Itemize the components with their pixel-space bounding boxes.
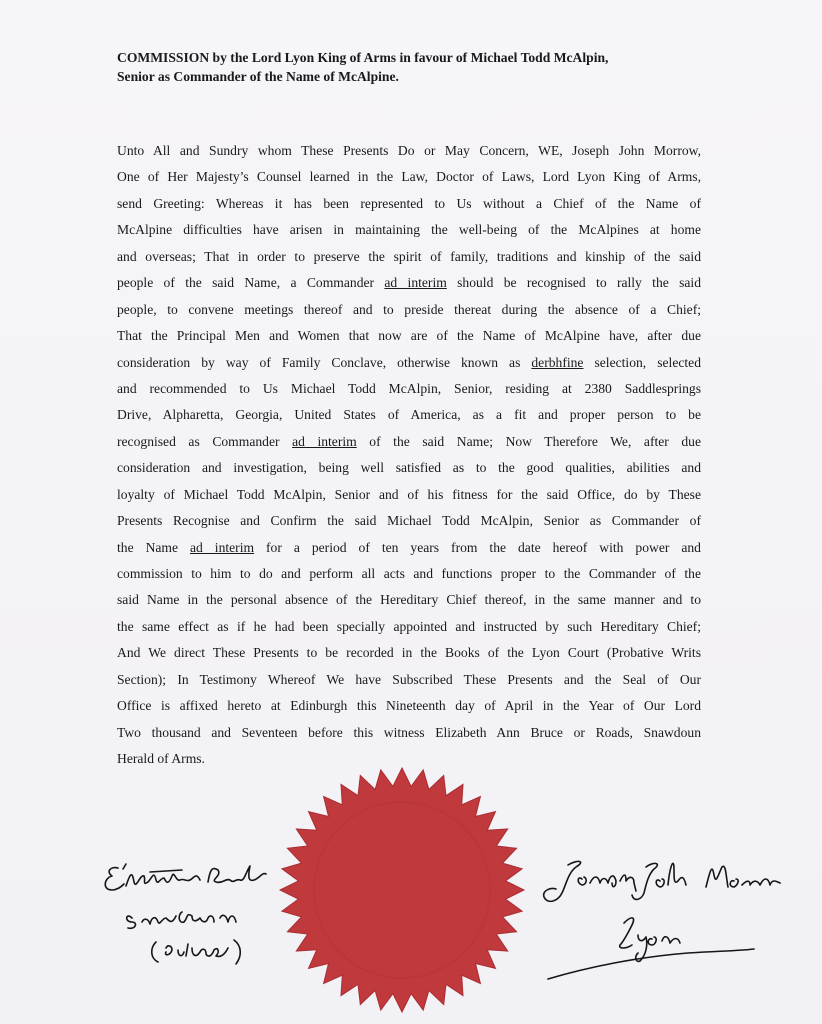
body-text-segment: One of Her Majesty’s Counsel learned in the Law, Doctor of Laws, Lord Lyon King of Arms, [117,169,701,185]
body-line [117,326,701,352]
seal-icon [277,764,527,1014]
body-text-segment: and recommended to Us Michael Todd McAlpin, Senior, residing at 2380 Saddlesprings [117,380,701,396]
body-line [117,617,701,643]
body-text-segment: selection, selected [583,354,701,370]
handwritten-signature-icon [528,845,798,990]
body-line [117,247,701,273]
body-text-segment: recognised as Commander [117,433,293,449]
body-line [117,590,701,616]
body-line [117,273,701,299]
body-line [117,670,701,696]
document-title [117,48,717,86]
lyon-signature [528,845,798,990]
underlined-term: ad interim [190,539,255,555]
underlined-term: ad interim [292,433,357,449]
body-text-segment: McAlpine difficulties have arisen in maintaining the well-being of the McAlpines at home [117,222,701,238]
body-text-segment: Unto All and Sundry whom These Presents Do or May Concern, WE, Joseph John Morrow, [117,143,701,158]
body-text-segment: Two thousand and Seventeen before this witness Elizabeth Ann Bruce or Roads, Snawdoun [117,724,701,740]
body-line [117,643,701,669]
body-line [117,432,701,458]
body-text-segment: commission to him to do and perform all acts and functions proper to the Commander of the [117,566,701,581]
commission-body [117,141,701,776]
body-text-segment: Office is affixed hereto at Edinburgh this Nineteenth day of April in the Year of Our Lord [117,698,701,714]
underlined-term: derbhfine [531,354,584,370]
body-line [117,485,701,511]
body-line [117,194,701,220]
body-text-segment: send Greeting: Whereas it has been represented to Us without a Chief of the Name of [117,195,701,211]
body-line [117,538,701,564]
body-line [117,723,701,749]
body-line [117,353,701,379]
underlined-term: ad interim [384,275,447,291]
handwritten-signature-icon [96,852,286,977]
body-text-segment: for a period of ten years from the date hereof with power and [254,539,701,555]
witness-signature [96,852,286,977]
body-line [117,405,701,431]
body-line [117,167,701,193]
body-line [117,300,701,326]
body-text-segment: Presents Recognise and Confirm the said Michael Todd McAlpin, Senior as Commander of [117,513,701,529]
body-line [117,141,701,167]
body-line [117,458,701,484]
body-line [117,379,701,405]
body-text-segment: Section); In Testimony Whereof We have Subscribed These Presents and the Seal of Our [117,671,701,687]
body-text-segment: should be recognised to rally the said [446,275,701,291]
body-text-segment: Herald of Arms. [117,751,205,767]
body-text-segment: That the Principal Men and Women that now are of the Name of McAlpine have, after due [117,328,701,344]
body-text-segment: the same effect as if he had been specially appointed and instructed by such Hereditary Chief; [117,618,701,634]
body-line [117,696,701,722]
body-text-segment: consideration and investigation, being well satisfied as to the good qualities, abilities and [117,460,701,476]
body-text-segment: the Name [117,539,190,555]
body-text-segment: people of the said Name, a Commander [117,275,385,291]
body-line [117,511,701,537]
title-line: Senior as Commander of the Name of McAlpine. [117,69,399,84]
body-text-segment: consideration by way of Family Conclave, otherwise known as [117,354,532,370]
body-text-segment: people, to convene meetings thereof and to preside thereat during the absence of a Chief; [117,301,701,317]
body-text-segment: Drive, Alpharetta, Georgia, United States of America, as a fit and proper person to be [117,407,701,423]
body-text-segment: loyalty of Michael Todd McAlpin, Senior and of his fitness for the said Office, do by These [117,486,701,502]
body-line [117,564,701,590]
red-seal [277,764,527,1019]
body-text-segment: and overseas; That in order to preserve the spirit of family, traditions and kinship of the said [117,248,701,264]
body-text-segment: And We direct These Presents to be recorded in the Books of the Lyon Court (Probative Writs [117,645,701,661]
body-text-segment: of the said Name; Now Therefore We, after due [356,433,701,449]
body-line [117,220,701,246]
body-text-segment: said Name in the personal absence of the Hereditary Chief thereof, in the same manner and to [117,592,701,608]
title-line: COMMISSION by the Lord Lyon King of Arms in favour of Michael Todd McAlpin, [117,50,609,65]
